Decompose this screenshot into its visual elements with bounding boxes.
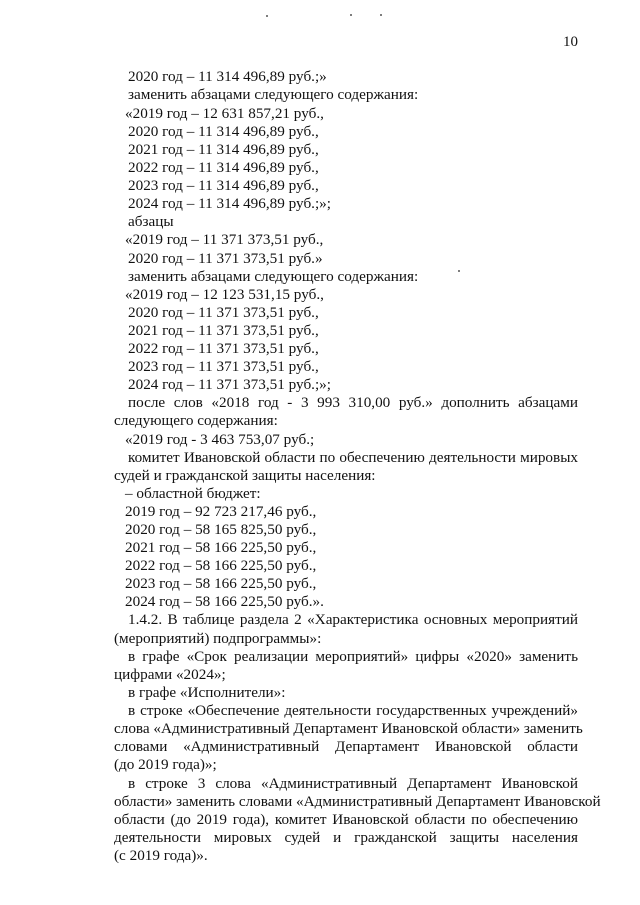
text-line: после слов «2018 год - 3 993 310,00 руб.» дополнить абзацами bbox=[128, 394, 578, 411]
text-line: 2020 год – 11 371 373,51 руб.» bbox=[128, 250, 323, 267]
text-line: в графе «Исполнители»: bbox=[128, 684, 286, 701]
text-line: – областной бюджет: bbox=[125, 485, 261, 502]
text-line: абзацы bbox=[128, 213, 174, 230]
text-line: комитет Ивановской области по обеспечению деятельности мировых bbox=[128, 449, 578, 466]
text-line: 2023 год – 11 371 373,51 руб., bbox=[128, 358, 319, 375]
text-line: судей и гражданской защиты населения: bbox=[114, 467, 376, 484]
text-line: 2020 год – 11 371 373,51 руб., bbox=[128, 304, 319, 321]
text-line: (до 2019 года)»; bbox=[114, 756, 217, 773]
text-line: 2020 год – 58 165 825,50 руб., bbox=[125, 521, 317, 538]
text-line: слова «Административный Департамент Ивановской области» заменить bbox=[114, 720, 583, 737]
text-line: цифрами «2024»; bbox=[114, 666, 226, 683]
text-line: «2019 год – 11 371 373,51 руб., bbox=[125, 231, 324, 248]
text-line: (с 2019 года)». bbox=[114, 847, 208, 864]
text-line: 2021 год – 58 166 225,50 руб., bbox=[125, 539, 317, 556]
text-line: деятельности мировых судей и гражданской защиты населения bbox=[114, 829, 578, 846]
text-line: словами «Административный Департамент Ивановской области bbox=[114, 738, 578, 755]
text-line: заменить абзацами следующего содержания: bbox=[128, 86, 419, 103]
text-line: области (до 2019 года), комитет Ивановской области по обеспечению bbox=[114, 811, 578, 828]
text-line: 2023 год – 58 166 225,50 руб., bbox=[125, 575, 317, 592]
text-line: следующего содержания: bbox=[114, 412, 278, 429]
scan-speck bbox=[266, 15, 268, 17]
text-line: 2021 год – 11 371 373,51 руб., bbox=[128, 322, 319, 339]
text-line: 1.4.2. В таблице раздела 2 «Характеристика основных мероприятий bbox=[128, 611, 578, 628]
text-line: 2023 год – 11 314 496,89 руб., bbox=[128, 177, 319, 194]
page-number: 10 bbox=[563, 34, 578, 50]
text-line: 2019 год – 92 723 217,46 руб., bbox=[125, 503, 317, 520]
scan-speck bbox=[458, 270, 460, 272]
text-line: в строке 3 слова «Административный Департамент Ивановской bbox=[128, 775, 578, 792]
text-line: 2021 год – 11 314 496,89 руб., bbox=[128, 141, 319, 158]
text-line: 2022 год – 58 166 225,50 руб., bbox=[125, 557, 317, 574]
scan-speck bbox=[350, 14, 352, 16]
text-line: 2022 год – 11 371 373,51 руб., bbox=[128, 340, 319, 357]
text-line: 2024 год – 58 166 225,50 руб.». bbox=[125, 593, 324, 610]
text-line: области» заменить словами «Административный Департамент Ивановской bbox=[114, 793, 601, 810]
text-line: (мероприятий) подпрограммы»: bbox=[114, 630, 322, 647]
text-line: «2019 год – 12 123 531,15 руб., bbox=[125, 286, 324, 303]
text-line: в строке «Обеспечение деятельности государственных учреждений» bbox=[128, 702, 578, 719]
text-line: 2020 год – 11 314 496,89 руб., bbox=[128, 123, 319, 140]
text-line: «2019 год - 3 463 753,07 руб.; bbox=[125, 431, 315, 448]
text-line: 2024 год – 11 314 496,89 руб.;»; bbox=[128, 195, 331, 212]
text-line: в графе «Срок реализации мероприятий» цифры «2020» заменить bbox=[128, 648, 578, 665]
text-line: 2020 год – 11 314 496,89 руб.;» bbox=[128, 68, 327, 85]
text-line: заменить абзацами следующего содержания: bbox=[128, 268, 419, 285]
text-line: 2024 год – 11 371 373,51 руб.;»; bbox=[128, 376, 331, 393]
scan-speck bbox=[380, 14, 382, 16]
text-line: 2022 год – 11 314 496,89 руб., bbox=[128, 159, 319, 176]
text-line: «2019 год – 12 631 857,21 руб., bbox=[125, 105, 324, 122]
